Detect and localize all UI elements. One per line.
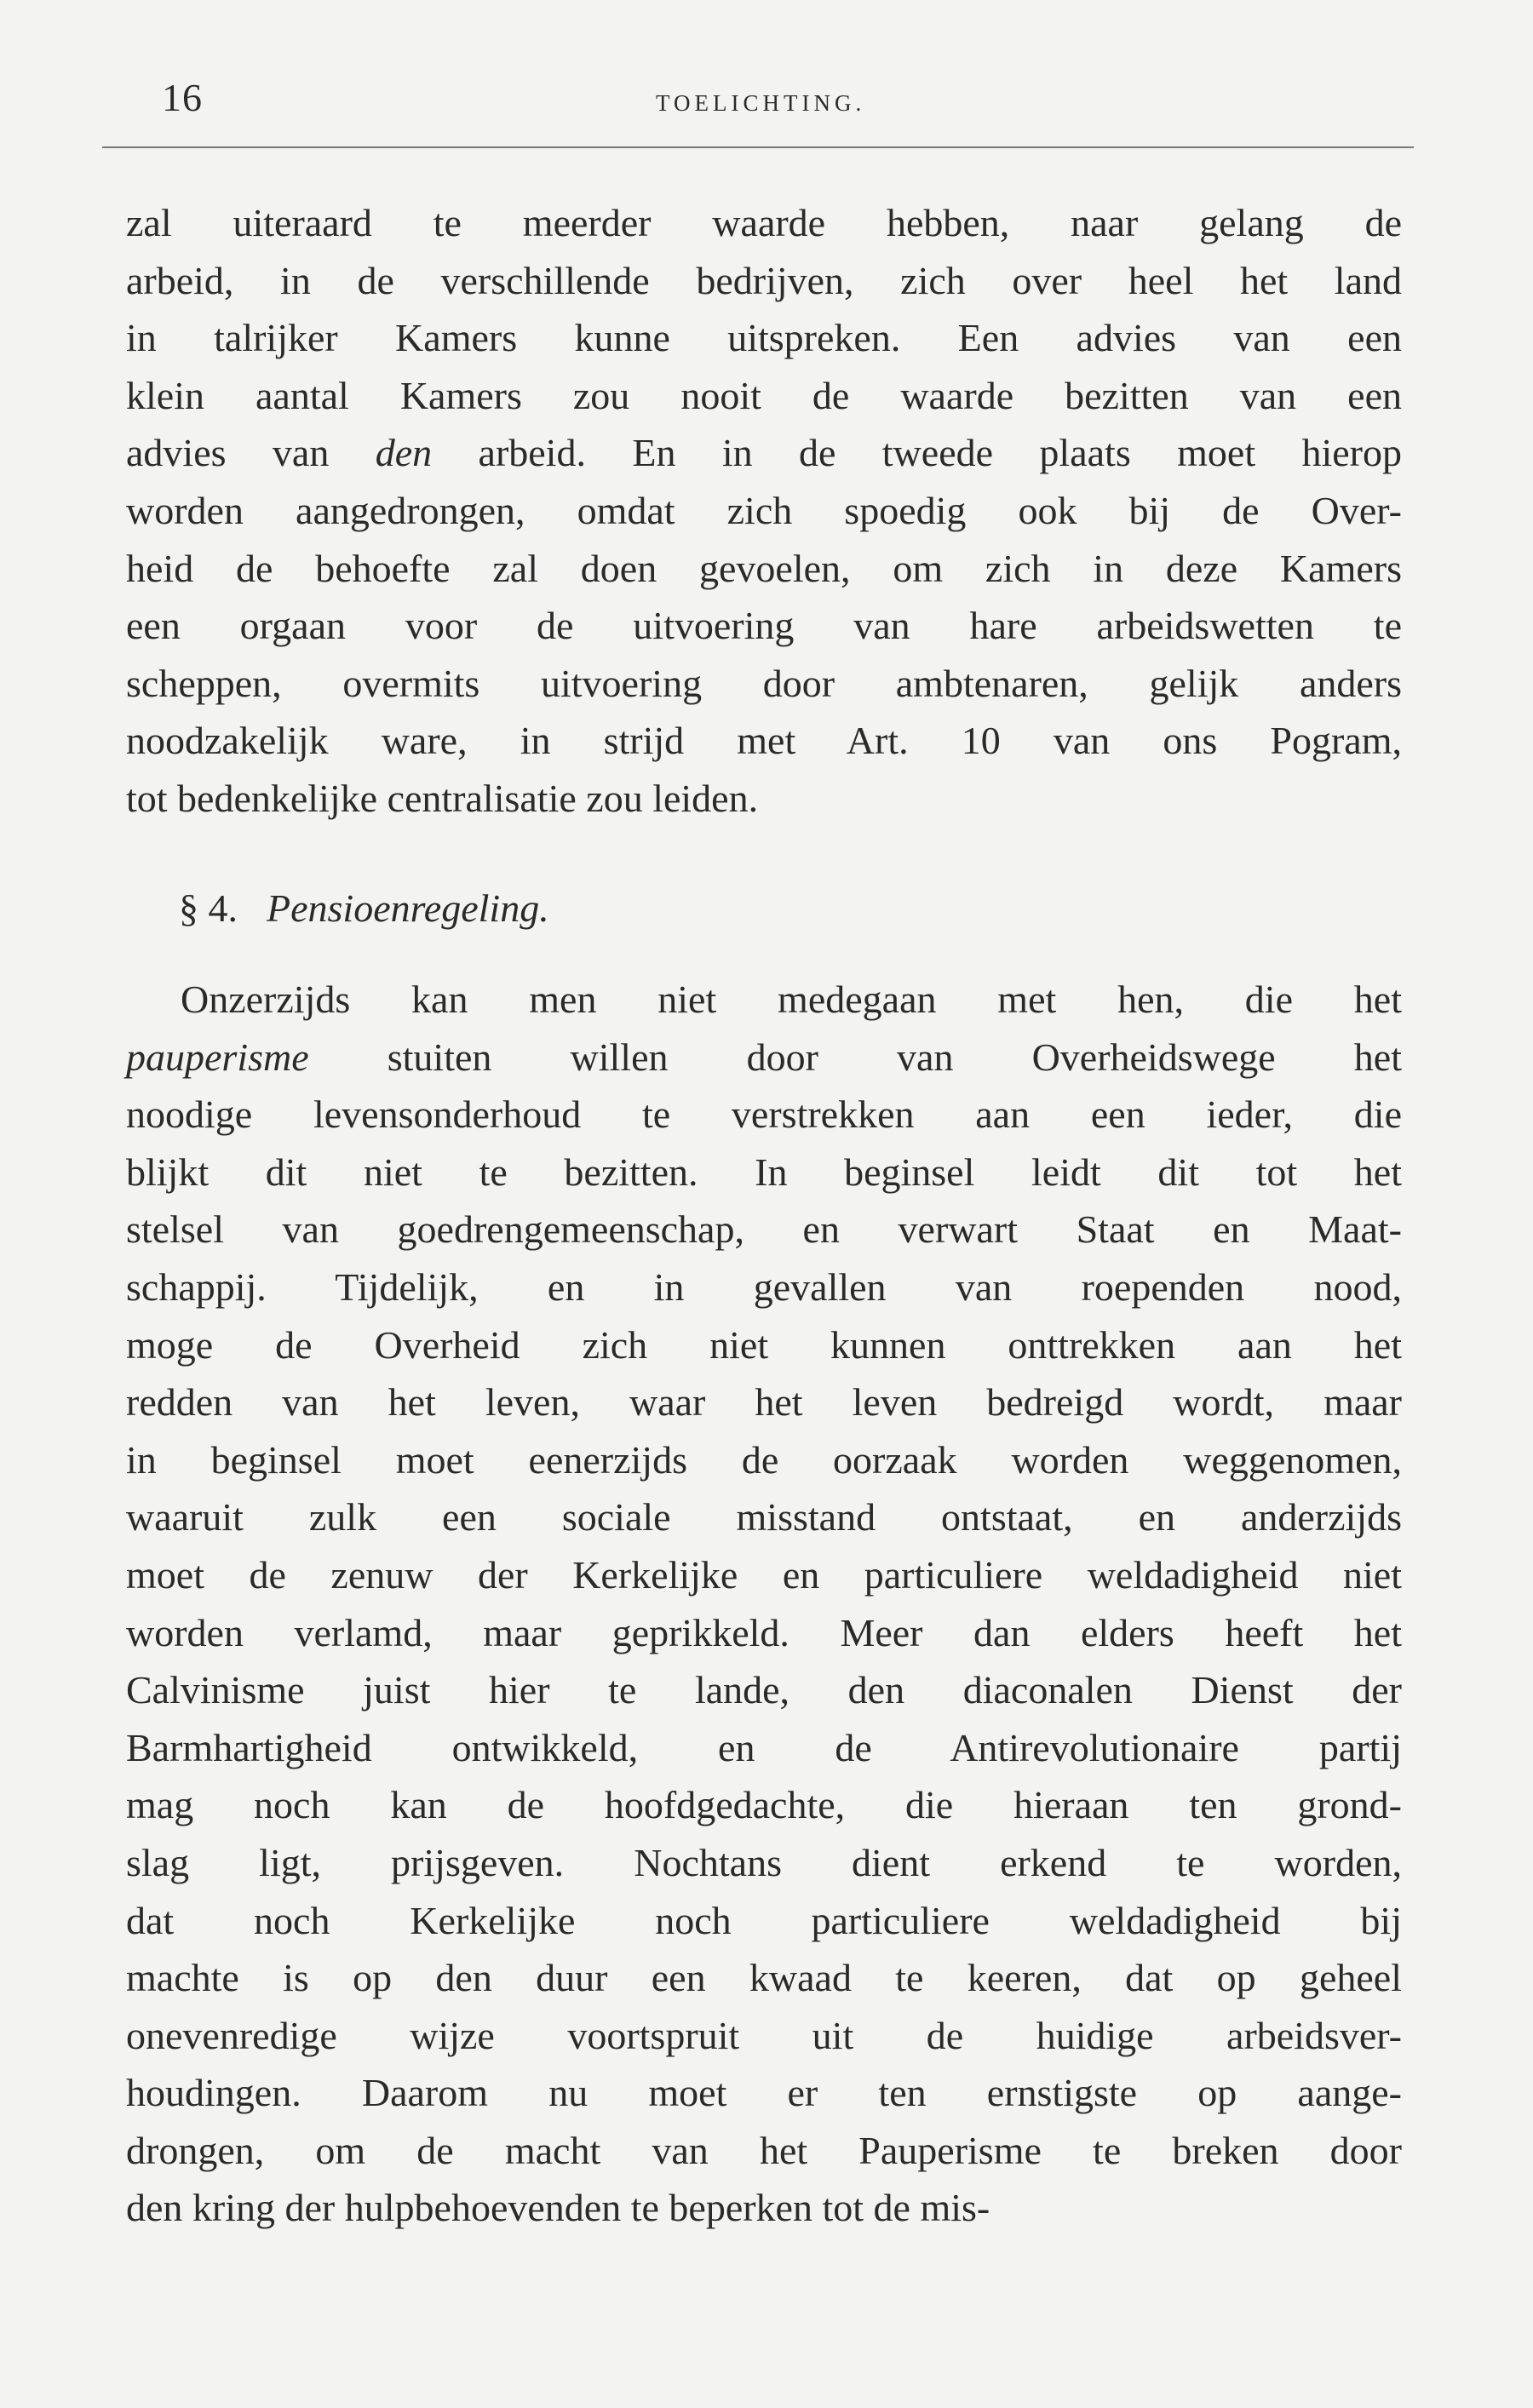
text-line: Onzerzijds kan men niet medegaan met hen, die het (181, 978, 1402, 1021)
text-line: waaruit zulk een sociale misstand ontstaat, en anderzijds (126, 1495, 1402, 1539)
section-title: Pensioenregeling. (267, 886, 549, 930)
text-line: Barmhartigheid ontwikkeld, en de Antirevolutionaire partij (126, 1725, 1402, 1769)
text-line: in beginsel moet eenerzijds de oorzaak worden weggenomen, (126, 1437, 1402, 1482)
paragraph-2 (126, 971, 1402, 2237)
running-title: TOELICHTING. (656, 90, 866, 116)
text-line: zal uiteraard te meerder waarde hebben, naar gelang de (126, 201, 1402, 244)
text-line: tot bedenkelijke centralisatie zou leiden. (126, 776, 759, 820)
text-line: dat noch Kerkelijke noch particuliere weldadigheid bij (126, 1898, 1402, 1942)
page-header (128, 68, 1414, 145)
header-rule (102, 146, 1414, 148)
text-line: een orgaan voor de uitvoering van hare arbeidswetten te (126, 604, 1402, 648)
text-line: redden van het leven, waar het leven bedreigd wordt, maar (126, 1380, 1402, 1425)
text-line: houdingen. Daarom nu moet er ten ernstigste op aange- (126, 2071, 1402, 2115)
text-line: scheppen, overmits uitvoering door ambtenaren, gelijk anders (126, 661, 1402, 705)
paragraph-1 (126, 194, 1402, 828)
text-line: moge de Overheid zich niet kunnen onttrekken aan het (126, 1322, 1402, 1367)
text-line: drongen, om de macht van het Pauperisme te breken door (126, 2128, 1402, 2172)
italic-text-run: den (375, 431, 433, 475)
text-line: worden verlamd, maar geprikkeld. Meer dan elders heeft het (126, 1610, 1402, 1654)
text-line: stelsel van goedrengemeenschap, en verwart Staat en Maat- (126, 1207, 1402, 1252)
page-number: 16 (162, 76, 203, 119)
text-line: moet de zenuw der Kerkelijke en particuliere weldadigheid niet (126, 1552, 1402, 1597)
text-line: klein aantal Kamers zou nooit de waarde bezitten van een (126, 373, 1402, 417)
text-line: arbeid, in de verschillende bedrijven, zich over heel het land (126, 258, 1402, 302)
text-line: noodige levensonderhoud te verstrekken aan een ieder, die (126, 1092, 1402, 1137)
text-line: Calvinisme juist hier te lande, den diaconalen Dienst der (126, 1668, 1402, 1712)
text-line: noodzakelijk ware, in strijd met Art. 10 van ons Pogram, (126, 719, 1402, 763)
text-line: slag ligt, prijsgeven. Nochtans dient erkend te worden, (126, 1840, 1402, 1884)
text-line (126, 424, 1402, 482)
text-line: heid de behoefte zal doen gevoelen, om zich in deze Kamers (126, 546, 1402, 590)
text-run: arbeid. En in de tweede plaats moet hierop (432, 431, 1402, 475)
text-line: machte is op den duur een kwaad te keeren, dat op geheel (126, 1956, 1402, 2000)
text-run: stuiten willen door van Overheidswege het (308, 1035, 1402, 1079)
text-line: den kring der hulpbehoevenden te beperken tot de mis- (126, 2186, 990, 2230)
text-line: in talrijker Kamers kunne uitspreken. Een advies van een (126, 316, 1402, 360)
text-line: mag noch kan de hoofdgedachte, die hieraan ten grond- (126, 1783, 1402, 1827)
text-run: advies van (126, 431, 376, 475)
text-line: worden aangedrongen, omdat zich spoedig ook bij de Over- (126, 488, 1402, 532)
section-heading (179, 886, 549, 931)
text-line: schappij. Tijdelijk, en in gevallen van roependen nood, (126, 1264, 1402, 1309)
italic-text-run: pauperisme (126, 1035, 309, 1079)
text-line: onevenredige wijze voortspruit uit de huidige arbeidsver- (126, 2013, 1402, 2057)
text-line (126, 1029, 1402, 1086)
text-line: blijkt dit niet te bezitten. In beginsel leidt dit tot het (126, 1150, 1402, 1194)
section-number: § 4. (179, 886, 238, 930)
